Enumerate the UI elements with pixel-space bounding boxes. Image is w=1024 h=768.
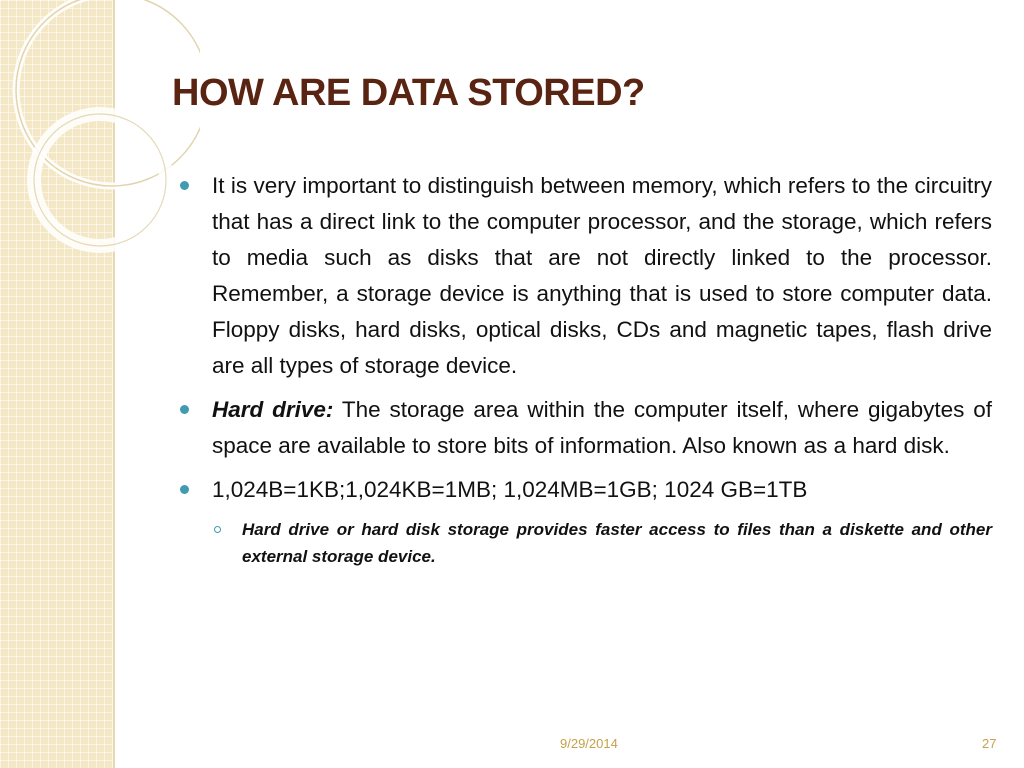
- slide-content: [178, 168, 992, 587]
- bullet-dot-icon: [180, 405, 189, 414]
- bullet-storage-units: [178, 472, 992, 508]
- bullet-memory-vs-storage: [178, 168, 992, 384]
- bullet-dot-icon: [180, 485, 189, 494]
- sub-bullet-hard-drive-access: [178, 516, 992, 570]
- sub-bullet-text: Hard drive or hard disk storage provides faster access to files than a diskette and other external storage device.: [242, 520, 992, 566]
- footer-date: 9/29/2014: [560, 736, 618, 751]
- bullet-hard-drive: [178, 392, 992, 464]
- bullet-lead-term: Hard drive:: [212, 397, 334, 422]
- bullet-dot-icon: [180, 181, 189, 190]
- decorative-circles: [0, 0, 200, 320]
- footer-page-number: 27: [982, 736, 997, 751]
- sub-bullet-ring-icon: [214, 526, 221, 533]
- bullet-text: 1,024B=1KB;1,024KB=1MB; 1,024MB=1GB; 1024 GB=1TB: [212, 477, 808, 502]
- bullet-text: The storage area within the computer itself, where gigabytes of space are available to store bits of information. Also known as a hard disk.: [212, 397, 992, 458]
- slide-title: HOW ARE DATA STORED?: [172, 72, 645, 114]
- bullet-text: It is very important to distinguish between memory, which refers to the circuitry that has a direct link to the computer processor, and the storage, which refers to media such as disks that are not directly linked to the processor. Remember, a storage device is anything that is used to store computer data. Floppy disks, hard disks, optical disks, CDs and magnetic tapes, flash drive are all types of storage device.: [212, 173, 992, 378]
